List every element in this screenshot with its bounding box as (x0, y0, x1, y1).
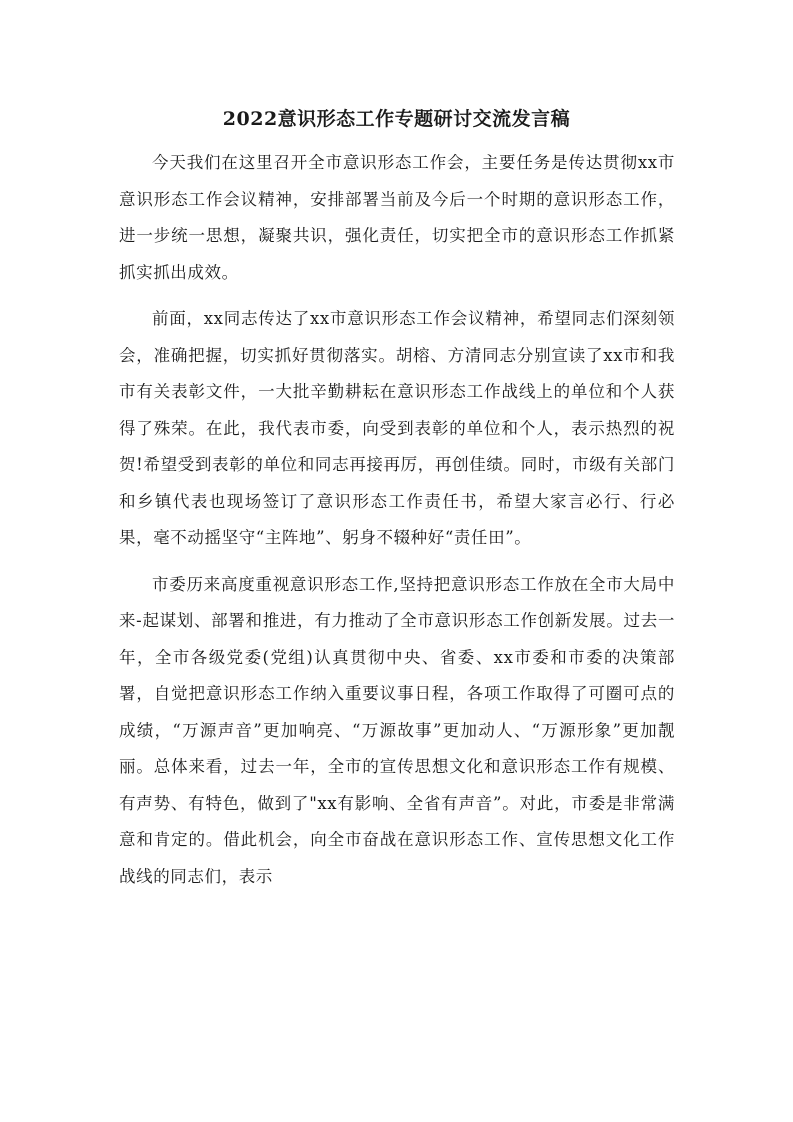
paragraph-commendation: 前面，xx同志传达了xx市意识形态工作会议精神，希望同志们深刻领会，准确把握，切实抓好贯彻落实。胡榕、方清同志分别宣读了xx市和我市有关表彰文件，一大批辛勤耕耘在意识形态工作战线上的单位和个人获得了殊荣。在此，我代表市委，向受到表彰的单位和个人，表示热烈的祝贺!希望受到表彰的单位和同志再接再厉，再创佳绩。同时，市级有关部门和乡镇代表也现场签订了意识形态工作责任书，希望大家言必行、行必果，毫不动摇坚守“主阵地”、躬身不辍种好“责任田”。 (119, 309, 675, 547)
document-title: 2022意识形态工作专题研讨交流发言稿 (222, 108, 571, 130)
paragraph-opening: 今天我们在这里召开全市意识形态工作会，主要任务是传达贯彻xx市意识形态工作会议精神，安排部署当前及今后一个时期的意识形态工作，进一步统一思想，凝聚共识，强化责任，切实把全市的意识形态工作抓紧抓实抓出成效。 (119, 153, 675, 282)
paragraph-achievements: 市委历来高度重视意识形态工作,坚持把意识形态工作放在全市大局中来-起谋划、部署和推进，有力推动了全市意识形态工作创新发展。过去一年，全市各级党委(党组)认真贯彻中央、省委、xx市委和市委的决策部署，自觉把意识形态工作纳入重要议事日程，各项工作取得了可圈可点的成绩，“万源声音”更加响亮、“万源故事”更加动人、“万源形象”更加靓丽。总体来看，过去一年，全市的宣传思想文化和意识形态工作有规模、有声势、有特色，做到了"xx有影响、全省有声音”。对此，市委是非常满意和肯定的。借此机会，向全市奋战在意识形态工作、宣传思想文化工作战线的同志们，表示 (119, 574, 675, 886)
document-body (119, 145, 675, 905)
